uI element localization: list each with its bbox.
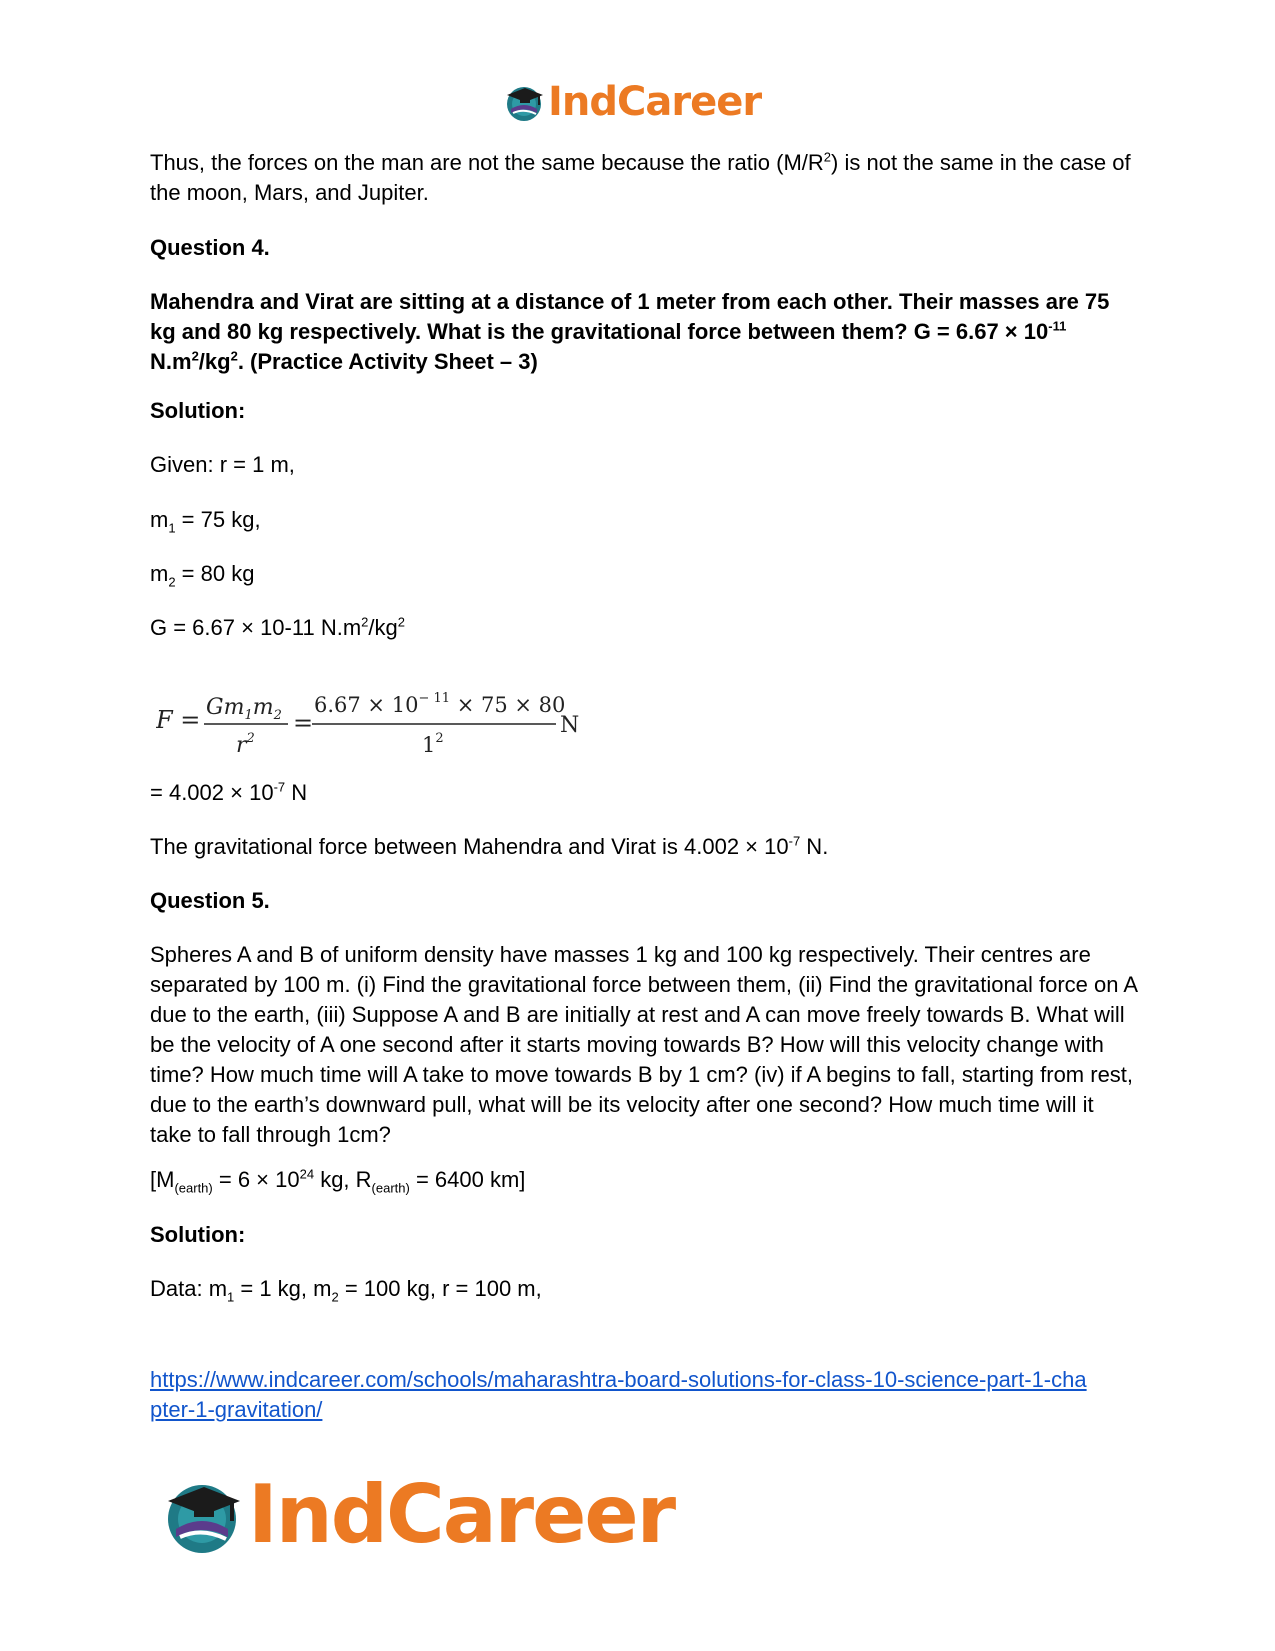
text-segment: /kg	[368, 615, 398, 640]
text-segment: ) is not the same in the case of the moon, Mars, and Jupiter.	[150, 150, 1131, 205]
text-segment: = 75 kg,	[175, 507, 261, 532]
superscript: -11	[1048, 318, 1067, 334]
question-5-heading: Question 5.	[150, 888, 270, 913]
graduation-cap-globe-icon	[503, 81, 545, 123]
source-link[interactable]	[150, 1367, 1087, 1422]
text-segment: m	[150, 561, 169, 586]
solution-5-heading: Solution:	[150, 1222, 246, 1247]
text-segment: = 80 kg	[175, 561, 255, 586]
formula-denominator-1: $r^2$	[236, 731, 255, 758]
text-segment: N.	[800, 834, 829, 859]
subscript: 1	[168, 520, 176, 536]
subscript: 1	[227, 1289, 235, 1305]
given-r: Given: r = 1 m,	[150, 452, 295, 477]
text-segment: = 4.002 × 10	[150, 780, 274, 805]
text-segment: N	[285, 780, 308, 805]
text-segment: m	[150, 507, 169, 532]
superscript: -7	[788, 833, 801, 849]
source-link-line-2: pter-1-gravitation/	[150, 1397, 323, 1422]
graduation-cap-globe-icon	[160, 1473, 244, 1557]
text-segment: Data: m	[150, 1276, 228, 1301]
solution-5-data	[150, 1274, 1140, 1304]
logo-text: IndCareer	[548, 79, 762, 125]
source-link-block	[150, 1365, 1140, 1425]
earth-data	[150, 1165, 1140, 1195]
text-segment: = 6400 km]	[409, 1167, 526, 1192]
text-segment: = 1 kg, m	[234, 1276, 332, 1301]
given-g	[150, 613, 1140, 643]
question-4-text	[150, 287, 1140, 377]
formula-numerator-2: $6.67 \times 10^{- 11} \times 75 \times 80$	[314, 691, 566, 717]
superscript: 2	[230, 348, 238, 364]
text-segment: kg, R	[314, 1167, 372, 1192]
text-segment: Thus, the forces on the man are not the same because the ratio (M/R	[150, 150, 824, 175]
gravitation-formula	[156, 686, 616, 762]
source-link-line-1: https://www.indcareer.com/schools/maharashtra-board-solutions-for-class-10-science-part-1-cha	[150, 1367, 1087, 1392]
superscript: -7	[273, 779, 286, 795]
text-segment: [M	[150, 1167, 175, 1192]
result-line	[150, 778, 1140, 808]
subscript: 2	[168, 574, 176, 590]
superscript: 2	[397, 614, 405, 630]
conclusion-line	[150, 832, 1140, 862]
text-segment: = 100 kg, r = 100 m,	[338, 1276, 542, 1301]
superscript: 2	[361, 614, 369, 630]
text-segment: Mahendra and Virat are sitting at a distance of 1 meter from each other. Their masses are 75 kg and 80 kg respectively. What is the gravitational force between them? G = 6.67 × 10	[150, 289, 1110, 344]
footer-logo	[160, 1470, 674, 1560]
paragraph-forces-conclusion	[150, 148, 1140, 208]
question-5-text: Spheres A and B of uniform density have masses 1 kg and 100 kg respectively. Their centres are separated by 100 m. (i) Find the gravitational force between them, (ii) Find the gravitational force on A due to the earth, (iii) Suppose A and B are initially at rest and A can move freely towards B. What will be the velocity of A one second after it starts moving towards B? How will this velocity change with time? How much time will A take to move towards B by 1 cm? (iv) if A begins to fall, starting from rest, due to the earth’s downward pull, what will be its velocity after one second? How much time will it take to fall through 1cm?	[150, 942, 1137, 1147]
text-segment: The gravitational force between Mahendra and Virat is 4.002 × 10	[150, 834, 789, 859]
subscript: 2	[331, 1289, 339, 1305]
solution-4-heading: Solution:	[150, 398, 246, 423]
header-logo	[503, 80, 761, 124]
superscript: 24	[299, 1166, 315, 1182]
text-segment: . (Practice Activity Sheet – 3)	[237, 349, 538, 374]
text-segment: = 6 × 10	[212, 1167, 300, 1192]
given-m1	[150, 505, 1140, 535]
formula-unit: N	[560, 713, 580, 738]
formula-numerator-1: $Gm_1m_2$	[206, 695, 282, 723]
formula-lhs: F =	[156, 706, 201, 734]
logo-text: IndCareer	[248, 1468, 675, 1561]
text-segment: /kg	[198, 349, 231, 374]
superscript: 2	[191, 348, 199, 364]
formula-denominator-2: $1^2$	[422, 731, 444, 757]
subscript: (earth)	[174, 1180, 213, 1196]
text-segment: N.m	[150, 349, 192, 374]
superscript: 2	[823, 149, 832, 165]
given-m2	[150, 559, 1140, 589]
question-4-heading: Question 4.	[150, 235, 270, 260]
subscript: (earth)	[371, 1180, 410, 1196]
text-segment: G = 6.67 × 10-11 N.m	[150, 615, 362, 640]
formula-equals: =	[293, 709, 314, 737]
